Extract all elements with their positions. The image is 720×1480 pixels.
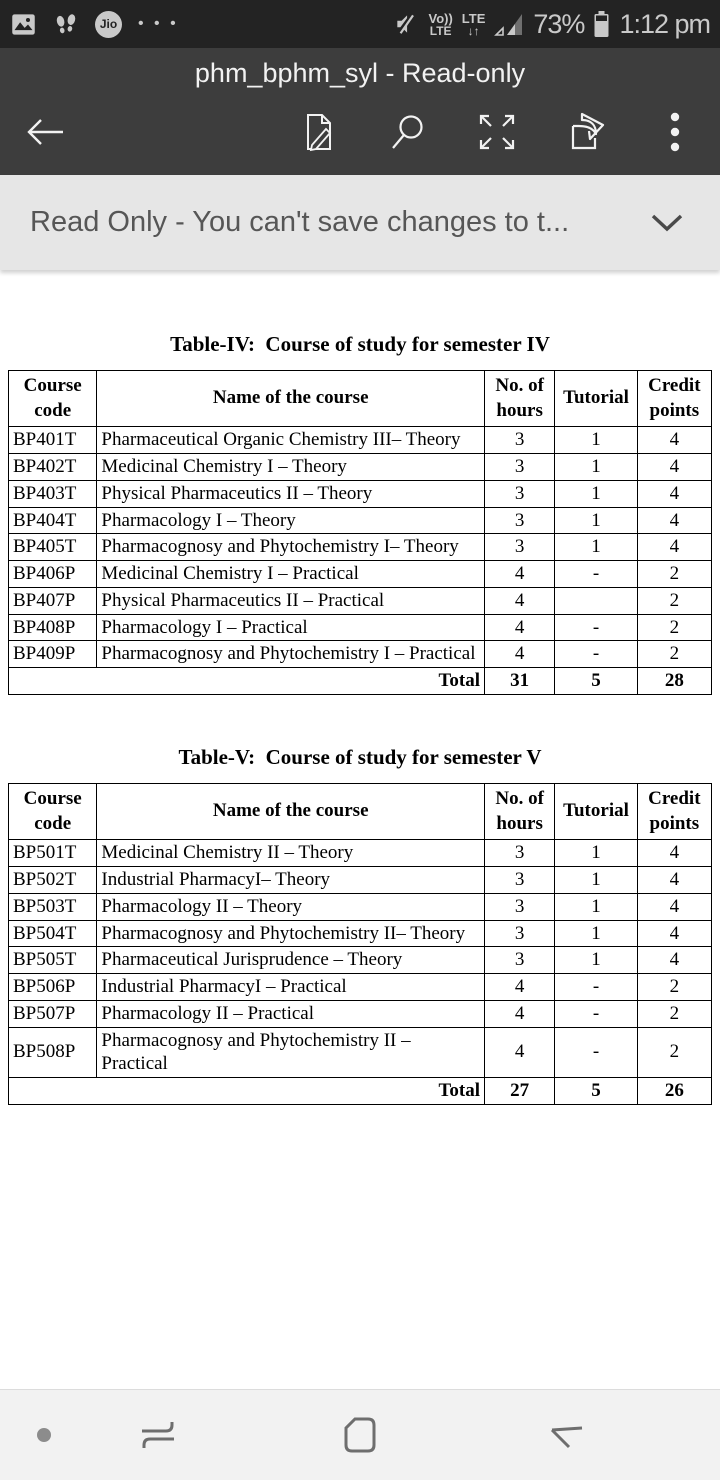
hours-cell: 4 xyxy=(485,587,555,614)
hours-cell: 3 xyxy=(485,920,555,947)
credit-cell: 4 xyxy=(637,920,711,947)
readonly-banner[interactable] xyxy=(0,175,720,270)
credit-cell: 4 xyxy=(637,480,711,507)
search-button[interactable] xyxy=(383,107,433,157)
course-code-cell: BP504T xyxy=(9,920,97,947)
hours-cell: 4 xyxy=(485,1027,555,1078)
fullscreen-button[interactable] xyxy=(472,107,522,157)
jio-icon: Jio xyxy=(95,11,122,38)
signal-icon xyxy=(494,11,524,37)
hours-cell: 3 xyxy=(485,454,555,481)
table-iv xyxy=(8,370,712,695)
battery-icon xyxy=(593,10,610,38)
table-row xyxy=(9,427,712,454)
course-name-cell: Pharmacognosy and Phytochemistry II – Practical xyxy=(97,1027,485,1078)
course-name-cell: Physical Pharmaceutics II – Practical xyxy=(97,587,485,614)
course-code-cell: BP501T xyxy=(9,840,97,867)
table-v-title: Table-V: Course of study for semester V xyxy=(178,744,542,769)
edit-button[interactable] xyxy=(294,107,344,157)
table-iv-title: Table-IV: Course of study for semester IV xyxy=(170,332,550,356)
credit-cell: 2 xyxy=(637,974,711,1001)
tutorial-cell: - xyxy=(555,1027,637,1078)
table-row xyxy=(9,480,712,507)
gallery-icon xyxy=(10,11,37,38)
course-name-cell: Pharmacology I – Theory xyxy=(97,507,485,534)
tutorial-cell: 1 xyxy=(555,867,637,894)
course-code-cell: BP505T xyxy=(9,947,97,974)
table-row xyxy=(9,507,712,534)
mute-icon xyxy=(393,11,419,37)
course-code-cell: BP401T xyxy=(9,427,97,454)
table-row xyxy=(9,641,712,668)
credit-cell: 2 xyxy=(637,1000,711,1027)
tutorial-cell: 1 xyxy=(555,427,637,454)
credit-cell: 2 xyxy=(637,1027,711,1078)
recents-button[interactable] xyxy=(139,1418,177,1452)
table-row xyxy=(9,454,712,481)
recents-icon xyxy=(139,1418,177,1452)
tutorial-cell: 1 xyxy=(555,893,637,920)
course-name-cell: Medicinal Chemistry II – Theory xyxy=(97,840,485,867)
table-row xyxy=(9,920,712,947)
readonly-banner-text: Read Only - You can't save changes to t... xyxy=(30,206,570,238)
credit-cell: 4 xyxy=(637,867,711,894)
table-row xyxy=(9,534,712,561)
table-v xyxy=(8,783,712,1105)
column-header: No. of hours xyxy=(485,371,555,427)
back-nav-button[interactable] xyxy=(545,1419,585,1451)
tutorial-cell xyxy=(555,587,637,614)
clock: 1:12 pm xyxy=(619,8,710,39)
course-code-cell: BP503T xyxy=(9,893,97,920)
course-name-cell: Pharmaceutical Jurisprudence – Theory xyxy=(97,947,485,974)
back-button[interactable] xyxy=(20,107,70,157)
course-code-cell: BP408P xyxy=(9,614,97,641)
course-code-cell: BP502T xyxy=(9,867,97,894)
document-canvas[interactable] xyxy=(0,270,720,1389)
table-row xyxy=(9,1027,712,1078)
overflow-menu-button[interactable] xyxy=(650,107,700,157)
course-code-cell: BP406P xyxy=(9,561,97,588)
tutorial-cell: 1 xyxy=(555,534,637,561)
navigation-bar xyxy=(0,1389,720,1480)
hours-cell: 4 xyxy=(485,1000,555,1027)
course-code-cell: BP407P xyxy=(9,587,97,614)
course-name-cell: Pharmacology II – Theory xyxy=(97,893,485,920)
credit-cell: 4 xyxy=(637,893,711,920)
column-header: Course code xyxy=(9,783,97,839)
tutorial-cell: 1 xyxy=(555,507,637,534)
credit-cell: 4 xyxy=(637,534,711,561)
volte-icon: Vo)) LTE xyxy=(428,10,453,38)
tutorial-cell: 1 xyxy=(555,920,637,947)
tutorial-cell: - xyxy=(555,974,637,1001)
search-icon xyxy=(388,112,428,152)
course-code-cell: BP506P xyxy=(9,974,97,1001)
back-arrow-icon xyxy=(23,115,67,149)
credit-cell: 4 xyxy=(637,947,711,974)
column-header: No. of hours xyxy=(485,783,555,839)
hours-cell: 3 xyxy=(485,867,555,894)
hours-cell: 3 xyxy=(485,840,555,867)
table-row xyxy=(9,840,712,867)
column-header: Tutorial xyxy=(555,783,637,839)
home-icon xyxy=(343,1416,377,1454)
tutorial-cell: 1 xyxy=(555,454,637,481)
column-header: Credit points xyxy=(637,371,711,427)
course-name-cell: Physical Pharmaceutics II – Theory xyxy=(97,480,485,507)
total-label-cell: Total xyxy=(9,668,485,695)
tutorial-cell: - xyxy=(555,641,637,668)
hours-cell: 3 xyxy=(485,947,555,974)
table-header-row xyxy=(9,371,712,427)
course-code-cell: BP508P xyxy=(9,1027,97,1078)
tutorial-cell: - xyxy=(555,1000,637,1027)
course-name-cell: Pharmacognosy and Phytochemistry I– Theory xyxy=(97,534,485,561)
back-nav-icon xyxy=(545,1419,585,1451)
total-tutorial-cell: 5 xyxy=(555,668,637,695)
credit-cell: 4 xyxy=(637,840,711,867)
total-row xyxy=(9,668,712,695)
table-row xyxy=(9,893,712,920)
app-bar xyxy=(0,48,720,175)
table-row xyxy=(9,587,712,614)
hours-cell: 3 xyxy=(485,534,555,561)
hours-cell: 4 xyxy=(485,614,555,641)
document-title: phm_bphm_syl - Read-only xyxy=(194,58,526,88)
table-row xyxy=(9,614,712,641)
course-code-cell: BP405T xyxy=(9,534,97,561)
credit-cell: 2 xyxy=(637,614,711,641)
table-header-row xyxy=(9,783,712,839)
table-row xyxy=(9,947,712,974)
course-name-cell: Pharmaceutical Organic Chemistry III– Theory xyxy=(97,427,485,454)
credit-cell: 2 xyxy=(637,587,711,614)
hours-cell: 3 xyxy=(485,480,555,507)
total-tutorial-cell: 5 xyxy=(555,1078,637,1105)
course-name-cell: Medicinal Chemistry I – Theory xyxy=(97,454,485,481)
hours-cell: 4 xyxy=(485,974,555,1001)
table-row xyxy=(9,1000,712,1027)
credit-cell: 2 xyxy=(637,641,711,668)
course-name-cell: Medicinal Chemistry I – Practical xyxy=(97,561,485,588)
course-name-cell: Pharmacology I – Practical xyxy=(97,614,485,641)
status-indicators xyxy=(393,9,710,40)
table-row xyxy=(9,974,712,1001)
course-name-cell: Pharmacognosy and Phytochemistry II– Theory xyxy=(97,920,485,947)
footsteps-icon xyxy=(53,11,79,38)
hours-cell: 4 xyxy=(485,641,555,668)
total-label-cell: Total xyxy=(9,1078,485,1105)
tutorial-cell: 1 xyxy=(555,840,637,867)
more-notifications-icon: • • • xyxy=(138,15,179,32)
credit-cell: 4 xyxy=(637,427,711,454)
credit-cell: 4 xyxy=(637,507,711,534)
course-code-cell: BP409P xyxy=(9,641,97,668)
column-header: Credit points xyxy=(637,783,711,839)
course-name-cell: Industrial PharmacyI– Theory xyxy=(97,867,485,894)
column-header: Course code xyxy=(9,371,97,427)
notification-icons xyxy=(10,11,179,38)
course-code-cell: BP507P xyxy=(9,1000,97,1027)
edge-panel-handle[interactable] xyxy=(37,1428,51,1442)
edge-dot-icon xyxy=(37,1428,51,1442)
total-hours-cell: 27 xyxy=(485,1078,555,1105)
table-row xyxy=(9,867,712,894)
column-header: Name of the course xyxy=(97,783,485,839)
course-name-cell: Pharmacology II – Practical xyxy=(97,1000,485,1027)
chevron-down-icon xyxy=(650,213,684,233)
course-name-cell: Pharmacognosy and Phytochemistry I – Practical xyxy=(97,641,485,668)
course-code-cell: BP404T xyxy=(9,507,97,534)
tutorial-cell: 1 xyxy=(555,480,637,507)
edit-document-icon xyxy=(300,112,338,152)
tutorial-cell: - xyxy=(555,614,637,641)
status-bar xyxy=(0,0,720,48)
hours-cell: 3 xyxy=(485,427,555,454)
course-code-cell: BP403T xyxy=(9,480,97,507)
share-button[interactable] xyxy=(561,107,611,157)
overflow-menu-icon xyxy=(670,111,680,153)
toolbar xyxy=(0,94,720,175)
course-name-cell: Industrial PharmacyI – Practical xyxy=(97,974,485,1001)
battery-percent: 73% xyxy=(533,8,585,39)
tutorial-cell: 1 xyxy=(555,947,637,974)
total-credit-cell: 28 xyxy=(637,668,711,695)
home-button[interactable] xyxy=(343,1416,377,1454)
total-credit-cell: 26 xyxy=(637,1078,711,1105)
credit-cell: 2 xyxy=(637,561,711,588)
total-row xyxy=(9,1078,712,1105)
share-icon xyxy=(565,112,607,152)
hours-cell: 4 xyxy=(485,561,555,588)
total-hours-cell: 31 xyxy=(485,668,555,695)
credit-cell: 4 xyxy=(637,454,711,481)
column-header: Tutorial xyxy=(555,371,637,427)
table-row xyxy=(9,561,712,588)
hours-cell: 3 xyxy=(485,507,555,534)
column-header: Name of the course xyxy=(97,371,485,427)
fullscreen-icon xyxy=(477,112,517,152)
banner-expand-button[interactable] xyxy=(650,213,684,233)
tutorial-cell: - xyxy=(555,561,637,588)
course-code-cell: BP402T xyxy=(9,454,97,481)
hours-cell: 3 xyxy=(485,893,555,920)
lte-data-icon: LTE ↓↑ xyxy=(461,10,486,38)
